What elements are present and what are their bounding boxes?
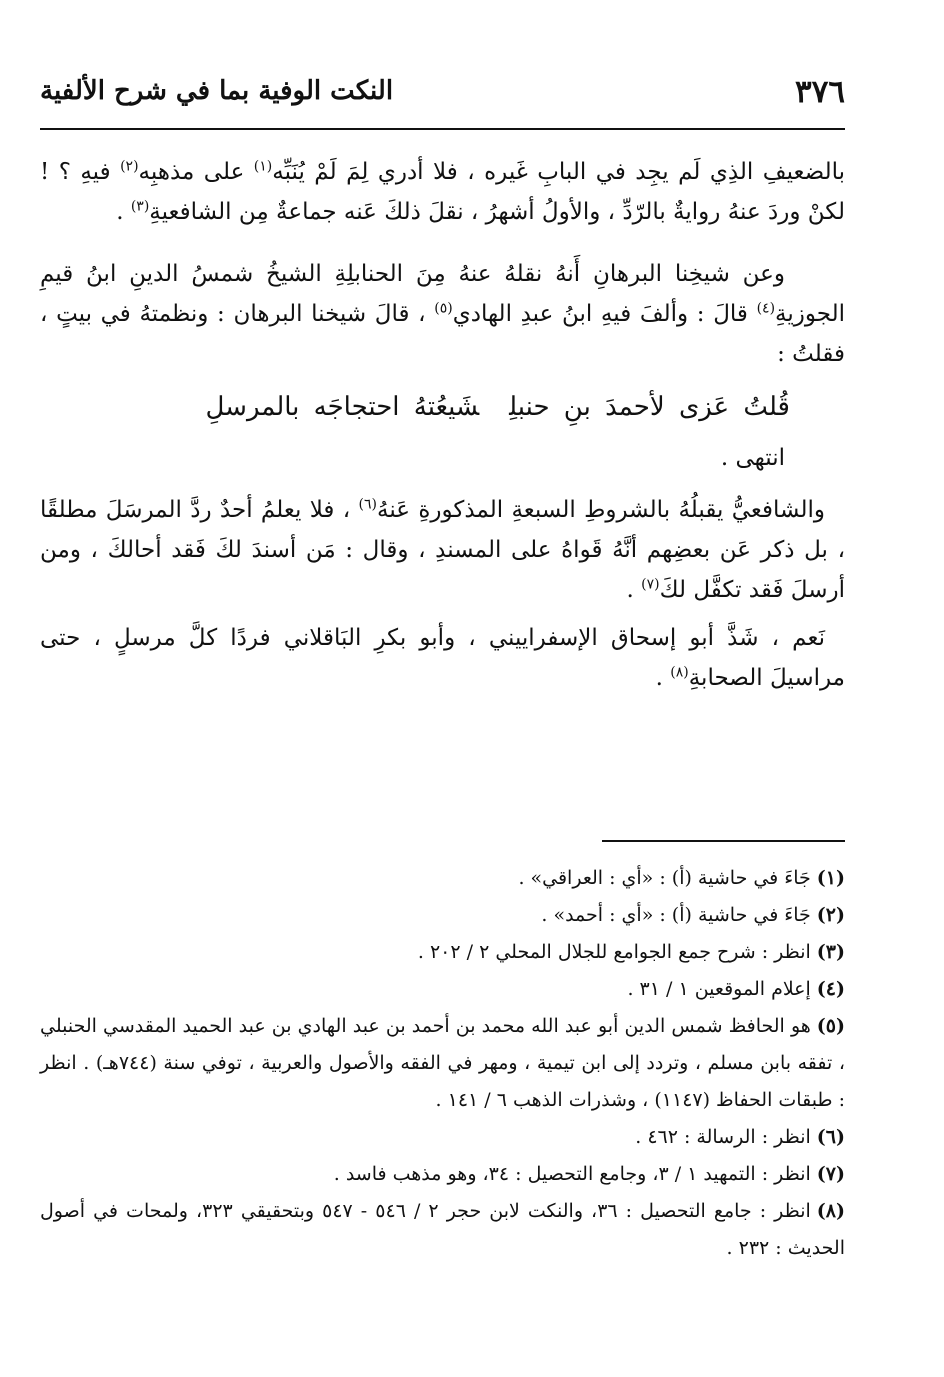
footnote-text: إعلام الموقعين ١ / ٣١ .: [627, 978, 811, 1000]
footnote-6: [40, 1119, 845, 1156]
footnote-text: جَاءَ في حاشية (أ) : «أي : العراقي» .: [518, 867, 811, 889]
footnote-2: [40, 897, 845, 934]
footnote-number: (٥): [816, 1015, 845, 1037]
paragraph-2: [40, 254, 845, 374]
text-run: ، قالَ شيخنا البرهان : ونظمتهُ في بيتٍ ، فقلتُ :: [40, 301, 845, 367]
paragraph-4: [40, 618, 845, 698]
verse-hemistich-2: شَيعُتهُ احتجاجَه بالمرسلِ: [205, 392, 480, 422]
footnote-ref-1[interactable]: (١): [253, 158, 273, 175]
text-run: على مذهبِه: [138, 159, 254, 185]
text-run: وعن شيخِنا البرهانِ أَنهُ نقلهُ عنهُ مِنَ الحنابلِةِ الشيخُ شمسُ الدينِ ابنُ قيمِ الجوزيةِ: [40, 261, 845, 327]
footnote-ref-7[interactable]: (٧): [641, 576, 660, 593]
footnote-4: [40, 971, 845, 1008]
page-header: [40, 70, 845, 126]
footnote-number: (٣): [816, 941, 845, 963]
end-quote-marker: انتهى .: [720, 445, 785, 471]
footnote-number: (٦): [816, 1126, 845, 1148]
page-number: ٣٧٦: [795, 74, 845, 110]
poetry-verse: [40, 384, 845, 430]
text-run: .: [655, 665, 671, 691]
footnote-text: جَاءَ في حاشية (أ) : «أي : أحمد» .: [541, 904, 811, 926]
footnote-8: [40, 1193, 845, 1267]
footnote-text: هو الحافظ شمس الدين أبو عبد الله محمد بن أحمد بن عبد الهادي بن عبد الحميد المقدسي الحنبلي ، تفقه بابن مسلم ، وتردد إلى ابن تيمية ، ومهر في الفقه والأصول والعربية ، توفي سنة (٧٤٤هـ) . انظر : طبقات الحفاظ (١١٤٧) ، وشذرات الذهب ٦ / ١٤١ .: [40, 1015, 845, 1111]
footnote-ref-3[interactable]: (٣): [130, 198, 150, 215]
text-run: .: [116, 199, 131, 225]
text-run: نَعم ، شَذَّ أبو إسحاق الإسفراييني ، وأبو بكرِ البَاقلاني فردًا كلَّ مرسلٍ ، حتى مراسيلَ الصحابةِ: [40, 625, 845, 691]
footnote-number: (٤): [816, 978, 845, 1000]
verse-hemistich-1: قُلتُ عَزى لأحمدَ بنِ حنبلِ: [509, 392, 790, 422]
text-run: ، فلا يعلمُ أحدٌ ردَّ المرسَلَ مطلقًا ، بل ذكر عَن بعضِهم أنَّهُ قَواهُ على المسندِ ، وقال : مَن أسندَ لكَ فَقد أحالكَ ، ومن أرسلَ فَقد تكفَّل لكَ: [40, 497, 845, 603]
footnote-ref-6[interactable]: (٦): [358, 496, 378, 513]
footnote-divider: [602, 840, 845, 842]
text-run: والشافعيُّ يقبلُهُ بالشروطِ السبعةِ المذكورةِ عَنهُ: [377, 497, 825, 523]
footnote-number: (٧): [816, 1163, 845, 1185]
footnote-5: [40, 1008, 845, 1119]
footnotes-section: [40, 860, 845, 1267]
footnote-text: انظر : شرح جمع الجوامع للجلال المحلي ٢ / ٢٠٢ .: [417, 941, 811, 963]
text-run: فيهِ ؟ ! لكنْ وردَ عنهُ روايةٌ بالرّدِّ ، والأولُ أشهرُ ، نقلَ ذلكَ عَنه جماعةٌ مِن الشافعيةِ: [40, 159, 845, 225]
footnote-number: (٨): [816, 1200, 846, 1222]
paragraph-1: [40, 152, 845, 232]
footnote-3: [40, 934, 845, 971]
text-run: بالضعيفِ الذِي لَم يجِد في البابِ غَيره ، فلا أدري لِمَ لَمْ يُنَبِّه: [272, 159, 845, 185]
text-run: .: [626, 577, 642, 603]
paragraph-3: [40, 490, 845, 610]
footnote-text: انظر : التمهيد ١ / ٣، وجامع التحصيل : ٣٤، وهو مذهب فاسد .: [333, 1163, 811, 1185]
footnote-ref-8[interactable]: (٨): [670, 664, 689, 681]
footnote-number: (٢): [816, 904, 845, 926]
footnote-ref-2[interactable]: (٢): [120, 158, 139, 175]
text-run: قالَ : وألفَ فيهِ ابنُ عبدِ الهادي: [452, 301, 757, 327]
running-title: النكت الوفية بما في شرح الألفية: [40, 76, 394, 106]
header-divider: [40, 128, 845, 130]
footnote-number: (١): [816, 867, 845, 889]
footnote-ref-5[interactable]: (٥): [434, 300, 453, 317]
footnote-1: [40, 860, 845, 897]
footnote-ref-4[interactable]: (٤): [756, 300, 776, 317]
footnote-text: انظر : جامع التحصيل : ٣٦، والنكت لابن حجر ٢ / ٥٤٦ - ٥٤٧ وبتحقيقي ٣٢٣، ولمحات في أصول الحديث : ٢٣٢ .: [40, 1200, 845, 1259]
main-text: [40, 152, 845, 698]
footnote-text: انظر : الرسالة : ٤٦٢ .: [635, 1126, 811, 1148]
footnote-7: [40, 1156, 845, 1193]
